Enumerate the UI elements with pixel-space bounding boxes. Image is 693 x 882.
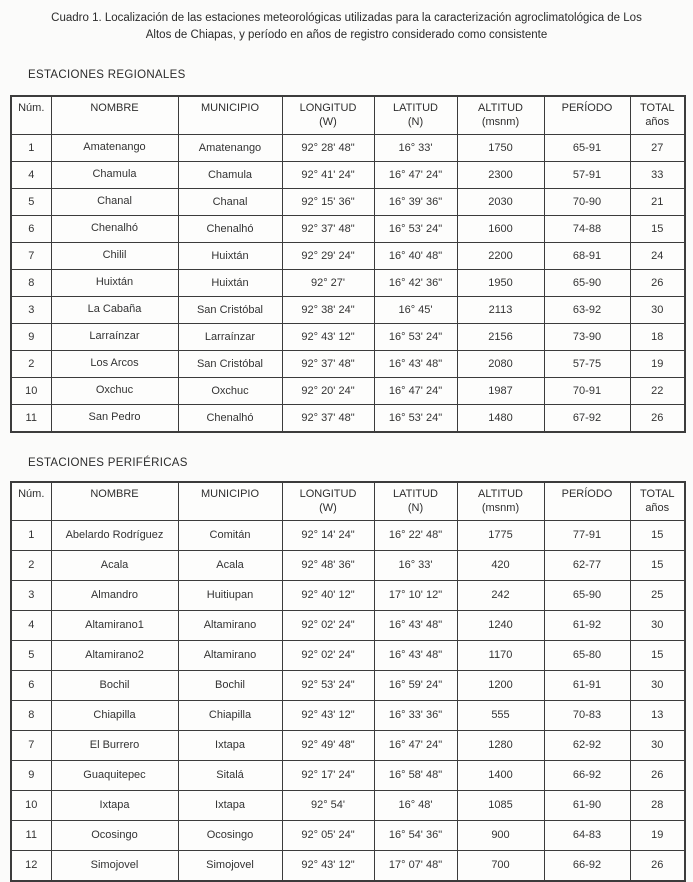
cell-periodo: 77-91: [544, 520, 630, 550]
cell-municipio: Chanal: [178, 188, 282, 215]
column-header: [374, 96, 457, 135]
cell-altitud: 1775: [457, 520, 544, 550]
column-header-label: Núm.: [18, 101, 45, 114]
cell-num: 7: [11, 730, 51, 760]
cell-altitud: 2300: [457, 161, 544, 188]
cell-periodo: 64-83: [544, 820, 630, 850]
cell-periodo: 73-90: [544, 323, 630, 350]
station-row: [11, 350, 685, 377]
cell-altitud: 1170: [457, 640, 544, 670]
cell-altitud: 1400: [457, 760, 544, 790]
station-row: [11, 550, 685, 580]
cell-nombre: Chamula: [51, 161, 178, 188]
cell-nombre: Almandro: [51, 580, 178, 610]
cell-periodo: 57-91: [544, 161, 630, 188]
section-heading-regionales: ESTACIONES REGIONALES: [28, 68, 186, 81]
cell-nombre: Larraínzar: [51, 323, 178, 350]
cell-latitud: 16° 33': [374, 134, 457, 161]
cell-altitud: 1480: [457, 404, 544, 432]
cell-altitud: 2200: [457, 242, 544, 269]
cell-municipio: Sitalá: [178, 760, 282, 790]
column-header-label: NOMBRE: [90, 101, 139, 114]
cell-municipio: Oxchuc: [178, 377, 282, 404]
column-header-label: LATITUD: [392, 487, 439, 500]
cell-longitud: 92° 48' 36": [282, 550, 374, 580]
cell-municipio: Chiapilla: [178, 700, 282, 730]
cell-municipio: Huitiupan: [178, 580, 282, 610]
column-header: [630, 96, 685, 135]
cell-latitud: 16° 53' 24": [374, 404, 457, 432]
station-row: [11, 188, 685, 215]
station-row: [11, 670, 685, 700]
column-header-subline: (msnm): [481, 501, 520, 514]
table-caption: Cuadro 1. Localización de las estaciones meteorológicas utilizadas para la caracterización agroclimatológica de Los Altos de Chiapas, y período en años de registro considerado como consistente: [51, 12, 642, 42]
cell-num: 5: [11, 640, 51, 670]
column-header-label: PERÍODO: [561, 487, 613, 500]
cell-total-anios: 30: [630, 296, 685, 323]
peripheral-stations-table: [10, 481, 686, 882]
cell-total-anios: 22: [630, 377, 685, 404]
cell-periodo: 61-90: [544, 790, 630, 820]
cell-total-anios: 18: [630, 323, 685, 350]
cell-total-anios: 21: [630, 188, 685, 215]
cell-longitud: 92° 15' 36": [282, 188, 374, 215]
station-row: [11, 790, 685, 820]
cell-altitud: 1950: [457, 269, 544, 296]
cell-altitud: 1750: [457, 134, 544, 161]
cell-periodo: 61-92: [544, 610, 630, 640]
cell-nombre: Altamirano1: [51, 610, 178, 640]
cell-nombre: El Burrero: [51, 730, 178, 760]
cell-longitud: 92° 41' 24": [282, 161, 374, 188]
cell-periodo: 70-83: [544, 700, 630, 730]
cell-num: 6: [11, 215, 51, 242]
column-header: [282, 96, 374, 135]
station-row: [11, 269, 685, 296]
cell-latitud: 16° 53' 24": [374, 215, 457, 242]
column-header: [178, 482, 282, 521]
cell-altitud: 2113: [457, 296, 544, 323]
cell-periodo: 68-91: [544, 242, 630, 269]
column-header-label: ALTITUD: [477, 487, 524, 500]
station-row: [11, 520, 685, 550]
cell-municipio: Huixtán: [178, 269, 282, 296]
cell-total-anios: 19: [630, 820, 685, 850]
cell-municipio: Larraínzar: [178, 323, 282, 350]
cell-longitud: 92° 14' 24": [282, 520, 374, 550]
cell-periodo: 57-75: [544, 350, 630, 377]
regional-table-header: [11, 96, 685, 135]
cell-total-anios: 28: [630, 790, 685, 820]
column-header: [457, 96, 544, 135]
cell-longitud: 92° 28' 48": [282, 134, 374, 161]
cell-latitud: 16° 43' 48": [374, 640, 457, 670]
cell-num: 5: [11, 188, 51, 215]
regional-table-body: [11, 134, 685, 432]
column-header: [457, 482, 544, 521]
cell-periodo: 74-88: [544, 215, 630, 242]
station-row: [11, 580, 685, 610]
cell-longitud: 92° 02' 24": [282, 640, 374, 670]
cell-altitud: 1200: [457, 670, 544, 700]
cell-nombre: Huixtán: [51, 269, 178, 296]
cell-latitud: 16° 54' 36": [374, 820, 457, 850]
cell-periodo: 61-91: [544, 670, 630, 700]
cell-num: 10: [11, 790, 51, 820]
cell-altitud: 700: [457, 850, 544, 881]
cell-num: 4: [11, 610, 51, 640]
cell-latitud: 16° 48': [374, 790, 457, 820]
column-header-subline: (N): [407, 501, 424, 514]
cell-num: 11: [11, 820, 51, 850]
station-row: [11, 404, 685, 432]
cell-latitud: 17° 10' 12": [374, 580, 457, 610]
cell-altitud: 900: [457, 820, 544, 850]
cell-longitud: 92° 38' 24": [282, 296, 374, 323]
cell-num: 4: [11, 161, 51, 188]
column-header-label: LONGITUD: [299, 487, 357, 500]
station-row: [11, 161, 685, 188]
station-row: [11, 323, 685, 350]
cell-longitud: 92° 05' 24": [282, 820, 374, 850]
cell-num: 3: [11, 296, 51, 323]
header-row: [11, 482, 685, 521]
cell-altitud: 1085: [457, 790, 544, 820]
cell-nombre: Abelardo Rodríguez: [51, 520, 178, 550]
cell-nombre: Simojovel: [51, 850, 178, 881]
cell-nombre: Chiapilla: [51, 700, 178, 730]
cell-municipio: Chamula: [178, 161, 282, 188]
cell-periodo: 70-91: [544, 377, 630, 404]
cell-periodo: 66-92: [544, 850, 630, 881]
cell-nombre: Guaquitepec: [51, 760, 178, 790]
cell-total-anios: 33: [630, 161, 685, 188]
cell-total-anios: 15: [630, 215, 685, 242]
cell-nombre: Los Arcos: [51, 350, 178, 377]
cell-periodo: 63-92: [544, 296, 630, 323]
cell-total-anios: 26: [630, 850, 685, 881]
cell-latitud: 16° 40' 48": [374, 242, 457, 269]
column-header-subline: años: [645, 501, 670, 514]
cell-longitud: 92° 53' 24": [282, 670, 374, 700]
cell-altitud: 242: [457, 580, 544, 610]
cell-longitud: 92° 49' 48": [282, 730, 374, 760]
cell-nombre: Amatenango: [51, 134, 178, 161]
cell-num: 6: [11, 670, 51, 700]
cell-latitud: 16° 43' 48": [374, 610, 457, 640]
cell-num: 12: [11, 850, 51, 881]
cell-altitud: 1240: [457, 610, 544, 640]
column-header-subline: (W): [319, 115, 337, 128]
regional-stations-table: [10, 95, 686, 433]
cell-num: 9: [11, 760, 51, 790]
cell-periodo: 65-90: [544, 580, 630, 610]
cell-total-anios: 26: [630, 760, 685, 790]
column-header-label: Núm.: [18, 487, 45, 500]
cell-altitud: 2156: [457, 323, 544, 350]
cell-periodo: 65-90: [544, 269, 630, 296]
column-header: [544, 96, 630, 135]
cell-longitud: 92° 37' 48": [282, 350, 374, 377]
cell-latitud: 16° 53' 24": [374, 323, 457, 350]
cell-municipio: Chenalhó: [178, 404, 282, 432]
cell-municipio: Huixtán: [178, 242, 282, 269]
cell-nombre: La Cabaña: [51, 296, 178, 323]
cell-nombre: San Pedro: [51, 404, 178, 432]
column-header: [630, 482, 685, 521]
cell-municipio: Acala: [178, 550, 282, 580]
cell-municipio: Chenalhó: [178, 215, 282, 242]
station-row: [11, 760, 685, 790]
station-row: [11, 134, 685, 161]
cell-num: 2: [11, 350, 51, 377]
header-row: [11, 96, 685, 135]
station-row: [11, 730, 685, 760]
column-header-label: MUNICIPIO: [200, 487, 260, 500]
station-row: [11, 820, 685, 850]
cell-total-anios: 30: [630, 730, 685, 760]
cell-total-anios: 25: [630, 580, 685, 610]
cell-latitud: 17° 07' 48": [374, 850, 457, 881]
cell-periodo: 70-90: [544, 188, 630, 215]
cell-periodo: 65-80: [544, 640, 630, 670]
column-header-subline: años: [645, 115, 670, 128]
column-header-subline: (N): [407, 115, 424, 128]
cell-latitud: 16° 58' 48": [374, 760, 457, 790]
station-row: [11, 610, 685, 640]
station-row: [11, 296, 685, 323]
cell-longitud: 92° 17' 24": [282, 760, 374, 790]
cell-latitud: 16° 47' 24": [374, 377, 457, 404]
cell-municipio: Simojovel: [178, 850, 282, 881]
column-header-label: TOTAL: [640, 487, 675, 500]
cell-municipio: Altamirano: [178, 610, 282, 640]
cell-latitud: 16° 45': [374, 296, 457, 323]
cell-num: 11: [11, 404, 51, 432]
cell-nombre: Chilil: [51, 242, 178, 269]
cell-longitud: 92° 54': [282, 790, 374, 820]
cell-num: 1: [11, 520, 51, 550]
cell-latitud: 16° 33' 36": [374, 700, 457, 730]
station-row: [11, 640, 685, 670]
cell-nombre: Chenalhó: [51, 215, 178, 242]
cell-total-anios: 15: [630, 550, 685, 580]
cell-periodo: 66-92: [544, 760, 630, 790]
cell-total-anios: 13: [630, 700, 685, 730]
document-page: [0, 10, 693, 871]
cell-nombre: Ocosingo: [51, 820, 178, 850]
column-header-label: MUNICIPIO: [200, 101, 260, 114]
cell-nombre: Altamirano2: [51, 640, 178, 670]
cell-longitud: 92° 43' 12": [282, 323, 374, 350]
cell-municipio: Ocosingo: [178, 820, 282, 850]
column-header-subline: (msnm): [481, 115, 520, 128]
cell-altitud: 1987: [457, 377, 544, 404]
cell-latitud: 16° 39' 36": [374, 188, 457, 215]
cell-num: 7: [11, 242, 51, 269]
cell-latitud: 16° 33': [374, 550, 457, 580]
cell-municipio: San Cristóbal: [178, 350, 282, 377]
cell-periodo: 67-92: [544, 404, 630, 432]
cell-longitud: 92° 40' 12": [282, 580, 374, 610]
cell-latitud: 16° 42' 36": [374, 269, 457, 296]
cell-longitud: 92° 37' 48": [282, 404, 374, 432]
cell-nombre: Oxchuc: [51, 377, 178, 404]
cell-periodo: 62-77: [544, 550, 630, 580]
cell-total-anios: 27: [630, 134, 685, 161]
cell-municipio: San Cristóbal: [178, 296, 282, 323]
station-row: [11, 242, 685, 269]
cell-total-anios: 24: [630, 242, 685, 269]
cell-altitud: 555: [457, 700, 544, 730]
cell-municipio: Bochil: [178, 670, 282, 700]
cell-municipio: Amatenango: [178, 134, 282, 161]
cell-municipio: Comitán: [178, 520, 282, 550]
cell-total-anios: 26: [630, 404, 685, 432]
column-header: [544, 482, 630, 521]
cell-municipio: Ixtapa: [178, 730, 282, 760]
cell-altitud: 420: [457, 550, 544, 580]
column-header-label: LATITUD: [392, 101, 439, 114]
cell-latitud: 16° 47' 24": [374, 161, 457, 188]
cell-total-anios: 26: [630, 269, 685, 296]
cell-num: 1: [11, 134, 51, 161]
column-header-label: PERÍODO: [561, 101, 613, 114]
cell-nombre: Chanal: [51, 188, 178, 215]
cell-longitud: 92° 29' 24": [282, 242, 374, 269]
cell-longitud: 92° 43' 12": [282, 700, 374, 730]
column-header: [178, 96, 282, 135]
cell-municipio: Altamirano: [178, 640, 282, 670]
cell-num: 8: [11, 700, 51, 730]
station-row: [11, 377, 685, 404]
cell-num: 3: [11, 580, 51, 610]
cell-total-anios: 19: [630, 350, 685, 377]
column-header-label: NOMBRE: [90, 487, 139, 500]
peripheral-table-header: [11, 482, 685, 521]
cell-altitud: 2080: [457, 350, 544, 377]
cell-nombre: Ixtapa: [51, 790, 178, 820]
cell-altitud: 1600: [457, 215, 544, 242]
cell-nombre: Acala: [51, 550, 178, 580]
cell-latitud: 16° 59' 24": [374, 670, 457, 700]
station-row: [11, 700, 685, 730]
cell-total-anios: 30: [630, 610, 685, 640]
cell-municipio: Ixtapa: [178, 790, 282, 820]
cell-nombre: Bochil: [51, 670, 178, 700]
column-header-label: TOTAL: [640, 101, 675, 114]
peripheral-table-body: [11, 520, 685, 881]
cell-latitud: 16° 47' 24": [374, 730, 457, 760]
section-heading-perifericas: ESTACIONES PERIFÉRICAS: [28, 456, 188, 469]
station-row: [11, 215, 685, 242]
column-header: [11, 96, 51, 135]
column-header: [51, 96, 178, 135]
cell-num: 2: [11, 550, 51, 580]
cell-latitud: 16° 22' 48": [374, 520, 457, 550]
station-row: [11, 850, 685, 881]
cell-latitud: 16° 43' 48": [374, 350, 457, 377]
cell-altitud: 1280: [457, 730, 544, 760]
column-header-subline: (W): [319, 501, 337, 514]
column-header-label: LONGITUD: [299, 101, 357, 114]
column-header: [11, 482, 51, 521]
cell-altitud: 2030: [457, 188, 544, 215]
cell-total-anios: 15: [630, 640, 685, 670]
cell-periodo: 62-92: [544, 730, 630, 760]
column-header: [51, 482, 178, 521]
column-header: [374, 482, 457, 521]
cell-longitud: 92° 20' 24": [282, 377, 374, 404]
cell-num: 8: [11, 269, 51, 296]
cell-longitud: 92° 43' 12": [282, 850, 374, 881]
cell-total-anios: 15: [630, 520, 685, 550]
column-header: [282, 482, 374, 521]
cell-num: 10: [11, 377, 51, 404]
cell-longitud: 92° 02' 24": [282, 610, 374, 640]
column-header-label: ALTITUD: [477, 101, 524, 114]
cell-num: 9: [11, 323, 51, 350]
cell-periodo: 65-91: [544, 134, 630, 161]
cell-total-anios: 30: [630, 670, 685, 700]
cell-longitud: 92° 27': [282, 269, 374, 296]
cell-longitud: 92° 37' 48": [282, 215, 374, 242]
